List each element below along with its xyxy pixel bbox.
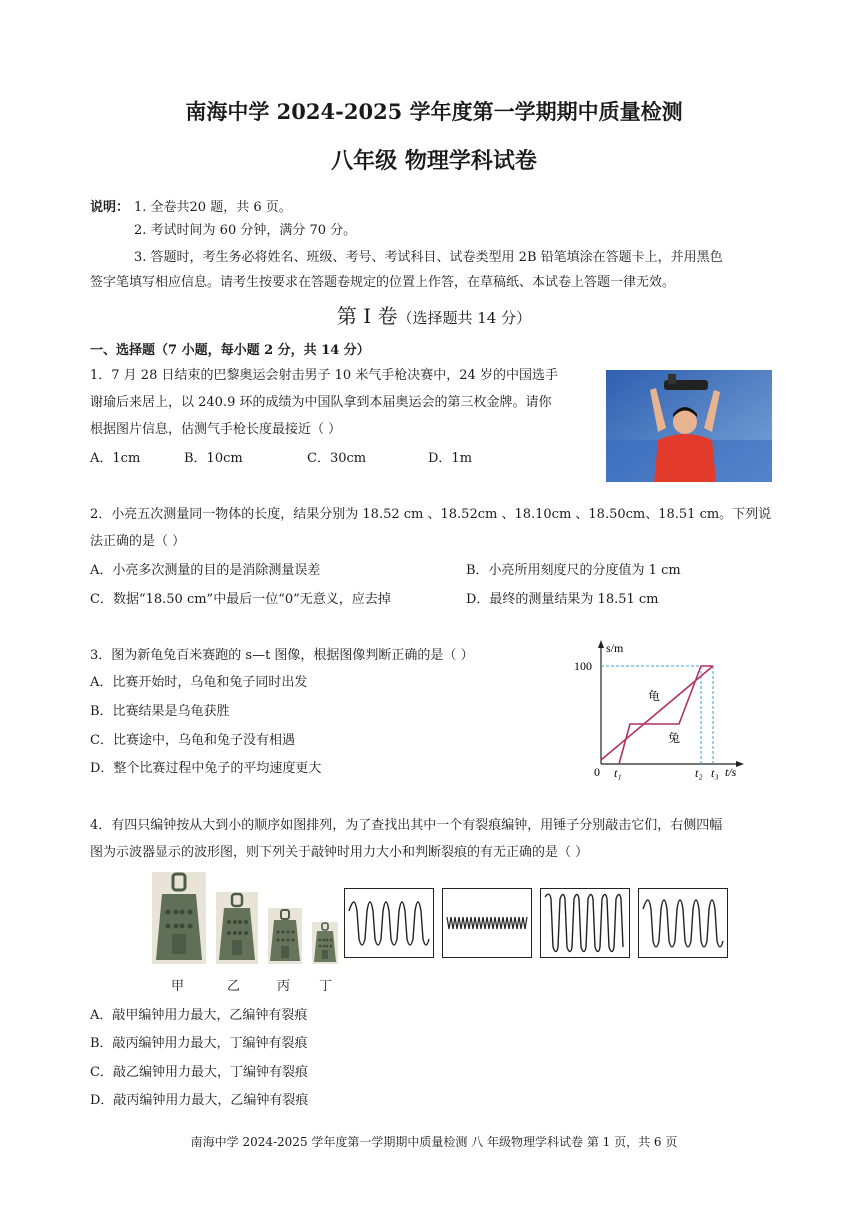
q1-line-1: 1．7 月 28 日结束的巴黎奥运会射击男子 10 米气手枪决赛中，24 岁的中国选手 bbox=[90, 368, 558, 383]
q3-option-c: C．比赛途中，乌龟和兔子没有相遇 bbox=[90, 733, 295, 748]
q4-option-c: C．敲乙编钟用力最大，丁编钟有裂痕 bbox=[90, 1065, 308, 1080]
st-graph bbox=[570, 636, 750, 782]
section-subtitle: （选择题共 14 分） bbox=[397, 309, 532, 327]
q4-option-a: A．敲甲编钟用力最大，乙编钟有裂痕 bbox=[90, 1008, 308, 1023]
q1-line-2: 谢瑜后来居上，以 240.9 环的成绩为中国队拿到本届奥运会的第三枚金牌。请你 bbox=[90, 395, 552, 410]
bell-label-jia: 甲 bbox=[171, 979, 185, 994]
q2-option-d: D．最终的测量结果为 18.51 cm bbox=[466, 592, 659, 607]
q1-option-a: A．1cm bbox=[90, 451, 141, 466]
y-axis-arrow-icon bbox=[598, 640, 604, 648]
bell-jia bbox=[152, 872, 206, 964]
section-title bbox=[0, 300, 868, 329]
x-axis-arrow-icon bbox=[736, 761, 744, 767]
note-item-3-cont: 签字笔填写相应信息。请考生按要求在答题卷规定的位置上作答，在草稿纸、本试卷上答题一律无效。 bbox=[90, 275, 676, 290]
q1-option-c: C．30cm bbox=[307, 451, 367, 466]
bell-bing bbox=[268, 908, 302, 964]
q1-line-3: 根据图片信息，估测气手枪长度最接近（ ） bbox=[90, 422, 342, 437]
exam-subtitle: 八年级 物理学科试卷 bbox=[331, 148, 537, 174]
q4-option-d: D．敲丙编钟用力最大，乙编钟有裂痕 bbox=[90, 1093, 309, 1108]
exam-title: 南海中学 2024-2025 学年度第一学期期中质量检测 bbox=[185, 99, 683, 124]
section-name: 第 I 卷 bbox=[336, 304, 398, 328]
part-heading: 一、选择题（7 小题，每小题 2 分，共 14 分） bbox=[90, 343, 370, 358]
y-axis-label: s/m bbox=[606, 641, 624, 655]
rabbit-line bbox=[619, 666, 713, 764]
q2-option-b: B．小亮所用刻度尺的分度值为 1 cm bbox=[466, 563, 681, 578]
q3-option-d: D．整个比赛过程中兔子的平均速度更大 bbox=[90, 761, 322, 776]
bell-label-yi: 乙 bbox=[227, 979, 241, 994]
bell-yi bbox=[216, 892, 258, 964]
waveform-1 bbox=[344, 888, 434, 958]
q4-line-1: 4．有四只编钟按从大到小的顺序如图排列，为了查找出其中一个有裂痕编钟，用锤子分别敲击它们，右侧四幅 bbox=[90, 818, 723, 833]
note-item-3: 3. 答题时，考生务必将姓名、班级、考号、考试科目、试卷类型用 2B 铅笔填涂在答题卡上，并用黑色 bbox=[134, 250, 723, 265]
note-item-1: 1. 全卷共20 题，共 6 页。 bbox=[134, 200, 292, 215]
waveform-2 bbox=[442, 888, 532, 958]
waveform-3-trace bbox=[545, 894, 623, 951]
waveform-3 bbox=[540, 888, 630, 958]
q3-option-a: A．比赛开始时，乌龟和兔子同时出发 bbox=[90, 675, 308, 690]
x-axis-label: t/s bbox=[725, 765, 737, 779]
q3-option-b: B．比赛结果是乌龟获胜 bbox=[90, 704, 230, 719]
q1-option-d: D．1m bbox=[428, 451, 473, 466]
page-footer: 南海中学 2024-2025 学年度第一学期期中质量检测 八 年级物理学科试卷 第 1 页，共 6 页 bbox=[190, 1135, 678, 1149]
bell-ding bbox=[312, 922, 338, 964]
y-tick-100: 100 bbox=[574, 659, 592, 673]
turtle-label: 龟 bbox=[648, 689, 661, 703]
note-item-2: 2. 考试时间为 60 分钟，满分 70 分。 bbox=[134, 223, 357, 238]
bell-label-bing: 丙 bbox=[277, 979, 291, 994]
notes-label: 说明： bbox=[90, 200, 130, 215]
origin-label: 0 bbox=[594, 765, 600, 779]
waveform-4 bbox=[638, 888, 728, 958]
q4-option-b: B．敲丙编钟用力最大，丁编钟有裂痕 bbox=[90, 1036, 308, 1051]
rabbit-label: 兔 bbox=[668, 731, 681, 745]
bell-label-ding: 丁 bbox=[319, 979, 333, 994]
waveform-1-trace bbox=[349, 902, 429, 945]
q1-option-b: B．10cm bbox=[184, 451, 243, 466]
t1-label: t₁ bbox=[614, 766, 622, 780]
t3-label: t₃ bbox=[711, 766, 719, 780]
waveform-2-trace bbox=[447, 917, 527, 929]
waveform-4-trace bbox=[643, 900, 723, 947]
t2-label: t₂ bbox=[695, 766, 703, 780]
q3-stem: 3．图为新龟兔百米赛跑的 s—t 图像，根据图像判断正确的是（ ） bbox=[90, 648, 474, 663]
q2-option-a: A．小亮多次测量的目的是消除测量误差 bbox=[90, 563, 321, 578]
q4-line-2: 图为示波器显示的波形图，则下列关于敲钟时用力大小和判断裂痕的有无正确的是（ ） bbox=[90, 845, 589, 860]
q2-line-2: 法正确的是（ ） bbox=[90, 534, 186, 549]
athlete-photo bbox=[606, 370, 772, 482]
q2-option-c: C．数据“18.50 cm”中最后一位“0”无意义，应去掉 bbox=[90, 592, 391, 607]
q2-line-1: 2．小亮五次测量同一物体的长度，结果分别为 18.52 cm 、18.52cm 、18.10cm 、18.50cm、18.51 cm。下列说 bbox=[90, 507, 772, 522]
